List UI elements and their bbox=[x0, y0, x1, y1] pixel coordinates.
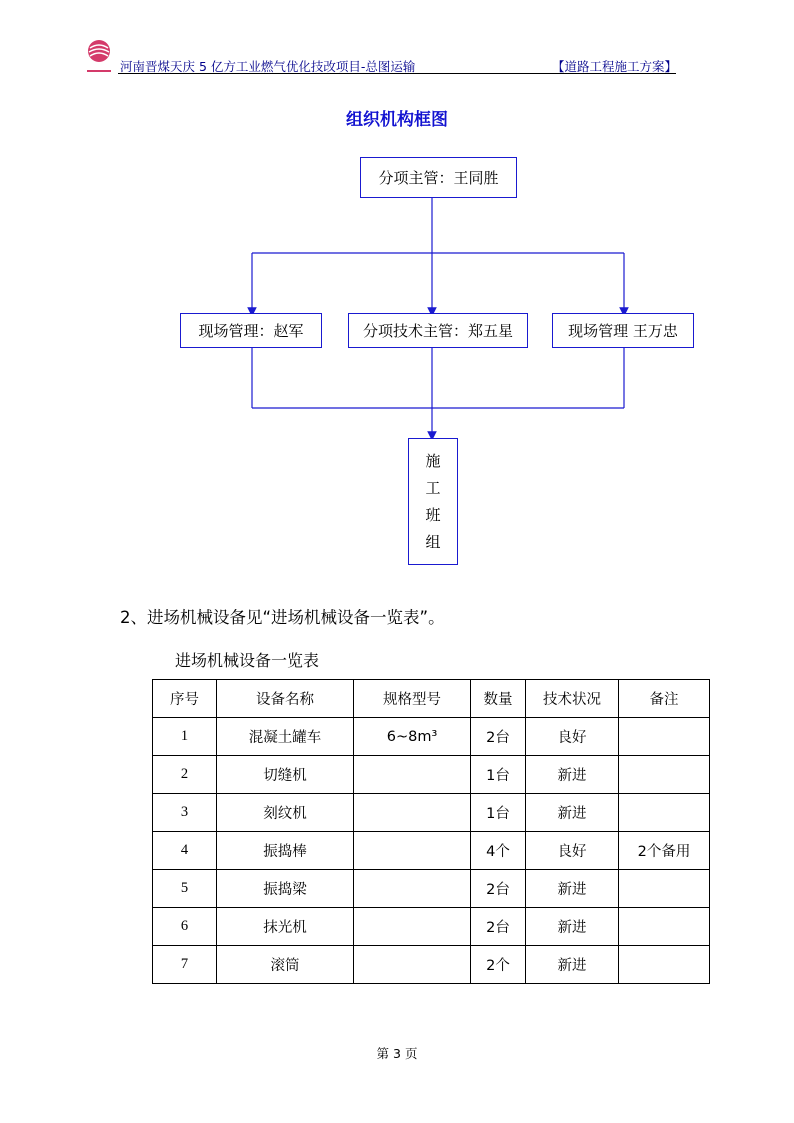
org-box-center: 分项技术主管：郑五星 bbox=[348, 313, 528, 348]
cell-no: 7 bbox=[153, 946, 217, 984]
org-box-right: 现场管理 王万忠 bbox=[552, 313, 694, 348]
cell-spec bbox=[354, 870, 471, 908]
cell-spec bbox=[354, 794, 471, 832]
equipment-table bbox=[152, 679, 710, 984]
cell-note bbox=[619, 794, 710, 832]
cell-no: 2 bbox=[153, 756, 217, 794]
org-bottom-char: 施 bbox=[425, 451, 441, 470]
org-box-bottom bbox=[408, 438, 458, 565]
cell-no: 1 bbox=[153, 718, 217, 756]
cell-spec bbox=[354, 832, 471, 870]
cell-tech: 良好 bbox=[526, 718, 619, 756]
cell-note bbox=[619, 718, 710, 756]
table-row bbox=[153, 756, 710, 794]
cell-no: 3 bbox=[153, 794, 217, 832]
cell-name: 切缝机 bbox=[217, 756, 354, 794]
cell-spec bbox=[354, 908, 471, 946]
org-bottom-char: 工 bbox=[425, 478, 441, 497]
cell-qty: 1台 bbox=[471, 756, 526, 794]
cell-qty: 2个 bbox=[471, 946, 526, 984]
page-number: 第 3 页 bbox=[376, 1046, 418, 1061]
cell-no: 4 bbox=[153, 832, 217, 870]
cell-spec bbox=[354, 946, 471, 984]
table-row bbox=[153, 870, 710, 908]
header-cell: 设备名称 bbox=[217, 680, 354, 718]
cell-spec bbox=[354, 756, 471, 794]
cell-tech: 新进 bbox=[526, 870, 619, 908]
org-box-left: 现场管理：赵军 bbox=[180, 313, 322, 348]
cell-tech: 新进 bbox=[526, 756, 619, 794]
header-cell: 技术状况 bbox=[526, 680, 619, 718]
cell-name: 振捣梁 bbox=[217, 870, 354, 908]
table-header-row bbox=[153, 680, 710, 718]
org-chart-title: 组织机构框图 bbox=[346, 110, 448, 130]
table-row bbox=[153, 794, 710, 832]
cell-tech: 新进 bbox=[526, 946, 619, 984]
org-bottom-char: 班 bbox=[425, 505, 441, 524]
cell-note bbox=[619, 756, 710, 794]
table-row bbox=[153, 718, 710, 756]
cell-qty: 4个 bbox=[471, 832, 526, 870]
cell-name: 混凝土罐车 bbox=[217, 718, 354, 756]
table-row bbox=[153, 832, 710, 870]
header-cell: 规格型号 bbox=[354, 680, 471, 718]
table-row bbox=[153, 908, 710, 946]
cell-tech: 良好 bbox=[526, 832, 619, 870]
org-bottom-char: 组 bbox=[425, 532, 441, 551]
cell-no: 5 bbox=[153, 870, 217, 908]
cell-note bbox=[619, 946, 710, 984]
cell-name: 滚筒 bbox=[217, 946, 354, 984]
header-cell: 备注 bbox=[619, 680, 710, 718]
cell-note bbox=[619, 908, 710, 946]
org-box-top: 分项主管：王同胜 bbox=[360, 157, 517, 198]
cell-spec: 6~8m³ bbox=[354, 718, 471, 756]
cell-name: 刻纹机 bbox=[217, 794, 354, 832]
cell-note bbox=[619, 870, 710, 908]
table-title: 进场机械设备一览表 bbox=[175, 651, 320, 670]
cell-note: 2个备用 bbox=[619, 832, 710, 870]
cell-qty: 1台 bbox=[471, 794, 526, 832]
cell-qty: 2台 bbox=[471, 718, 526, 756]
header-document-title: 【道路工程施工方案】 bbox=[552, 59, 678, 74]
cell-qty: 2台 bbox=[471, 870, 526, 908]
cell-no: 6 bbox=[153, 908, 217, 946]
cell-name: 振捣棒 bbox=[217, 832, 354, 870]
header-cell: 序号 bbox=[153, 680, 217, 718]
section-heading: 2、进场机械设备见“进场机械设备一览表”。 bbox=[120, 608, 445, 627]
cell-tech: 新进 bbox=[526, 794, 619, 832]
table-row bbox=[153, 946, 710, 984]
header-project-title: 河南晋煤天庆 5 亿方工业燃气优化技改项目-总图运输 bbox=[120, 59, 416, 74]
cell-tech: 新进 bbox=[526, 908, 619, 946]
cell-qty: 2台 bbox=[471, 908, 526, 946]
cell-name: 抹光机 bbox=[217, 908, 354, 946]
header-cell: 数量 bbox=[471, 680, 526, 718]
